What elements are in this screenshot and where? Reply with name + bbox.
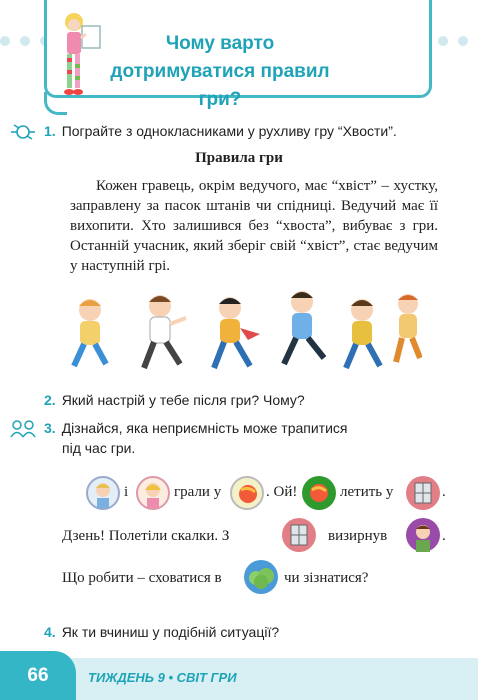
rebus-dot-1: . — [442, 484, 446, 500]
decor-dots-left — [0, 33, 50, 49]
rebus-text-played: грали у — [174, 484, 222, 500]
task-2: 2. Який настрій у тебе після гри? Чому? — [44, 392, 305, 408]
rebus-text-oi: . Ой! — [266, 484, 298, 500]
bush-picture — [244, 560, 278, 594]
task-3-line2: під час гри. — [62, 440, 136, 456]
run-game-icon — [10, 122, 36, 142]
task-4: 4. Як ти вчиниш у подібній ситуації? — [44, 624, 280, 640]
page-number: 66 — [0, 651, 76, 700]
task-3: 3. Дізнайся, яка неприємність може трапитися — [44, 420, 348, 436]
window-picture-2 — [282, 518, 316, 552]
ball-picture-2 — [302, 476, 336, 510]
decor-dots-right — [438, 33, 478, 49]
rebus-text-peeked: визирнув — [328, 528, 388, 544]
task-1: 1. Пограйте з однокласниками у рухливу гру “Хвости”. — [44, 123, 397, 139]
running-kids-illustration — [62, 288, 422, 382]
rules-text: Кожен гравець, окрім ведучого, має “хвіст” – хустку, заправлену за пасок штанів чи спідниці. Ведучий має її вихопити. Хто залишився без “хвоста”, вибуває з гри. Останній учасник, який зберіг свій “хвіст”, стає ведучим у наступній грі. — [70, 178, 438, 274]
rebus-dot-2: . — [442, 528, 446, 544]
rebus-text-and: і — [124, 484, 129, 500]
man-picture — [406, 518, 440, 552]
rebus-text-hide: Що робити – сховатися в — [62, 570, 222, 586]
rebus-text-crash: Дзень! Полетіли скалки. З — [62, 528, 230, 544]
rebus-text-flies: летить у — [340, 484, 394, 500]
rebus-text-confess: чи зізнатися? — [284, 570, 369, 586]
window-picture — [406, 476, 440, 510]
rules-title: Правила гри — [195, 150, 283, 166]
week-label: ТИЖДЕНЬ 9 • СВІТ ГРИ — [88, 670, 237, 685]
group-discussion-icon — [10, 418, 36, 438]
ball-picture — [230, 476, 264, 510]
page-title: Чому варто дотримуватися правил гри? — [110, 33, 330, 110]
girl-picture — [136, 476, 170, 510]
boy-picture — [86, 476, 120, 510]
